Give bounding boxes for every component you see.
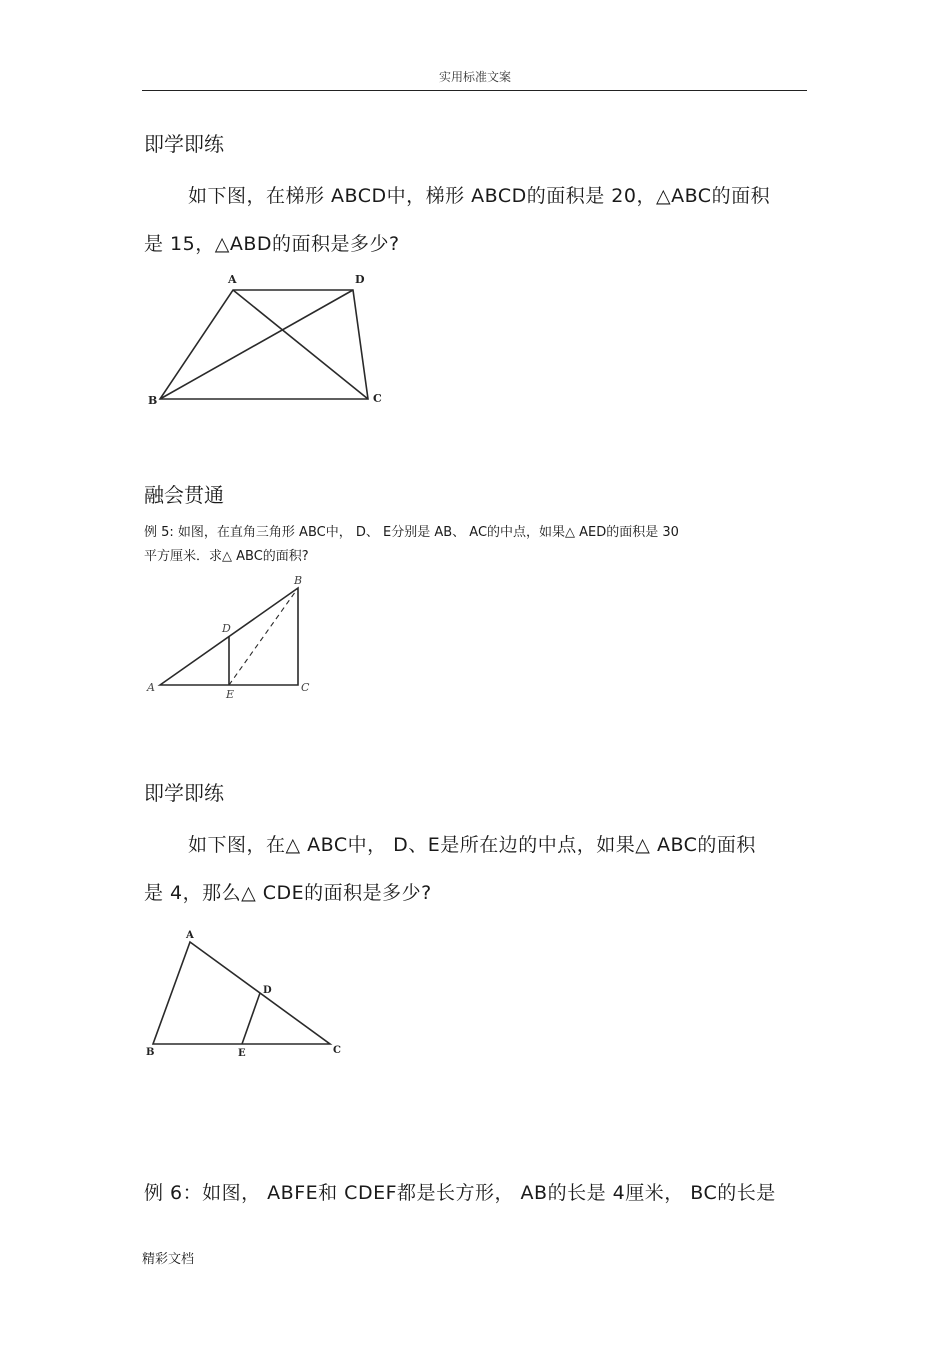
trapezoid-outline: [160, 290, 368, 399]
trapezoid-figure: [140, 266, 390, 416]
vertex-label-b: B: [294, 574, 303, 587]
vertex-label-a: A: [186, 930, 194, 941]
vertex-label-d: D: [263, 985, 272, 996]
section2-heading: 融会贯通: [144, 483, 224, 507]
vertex-label-c: C: [301, 681, 310, 694]
section3-heading: 即学即练: [144, 781, 224, 805]
diagonal-ac: [233, 290, 368, 399]
vertex-label-a: A: [228, 273, 237, 286]
vertex-label-c: C: [373, 392, 382, 405]
section3-problem-line2: 是 4，那么△ CDE的面积是多少?: [144, 882, 432, 904]
triangle-midpoints-figure: [140, 925, 355, 1065]
vertex-label-c: C: [333, 1045, 341, 1056]
section1-problem-line2: 是 15，△ABD的面积是多少?: [144, 233, 400, 255]
header-divider: [142, 90, 807, 91]
vertex-label-e: E: [238, 1048, 246, 1059]
vertex-label-d: D: [222, 622, 231, 635]
vertex-label-e: E: [226, 688, 235, 701]
page-header: 实用标准文案: [438, 70, 511, 84]
vertex-label-a: A: [147, 681, 155, 694]
vertex-label-b: B: [146, 1047, 155, 1058]
diagonal-bd: [160, 290, 353, 399]
vertex-label-b: B: [148, 394, 158, 407]
triangle-abc-outline: [153, 942, 330, 1044]
right-triangle-figure: [140, 570, 340, 705]
section3-problem-line1: 如下图，在△ ABC中， D、E是所在边的中点，如果△ ABC的面积: [188, 834, 756, 856]
example5-line1: 例 5: 如图，在直角三角形 ABC中， D、 E分别是 AB、 AC的中点，如果△ AED的面积是 30: [144, 525, 679, 540]
section1-problem-line1: 如下图，在梯形 ABCD中，梯形 ABCD的面积是 20，△ABC的面积: [188, 185, 771, 207]
dashed-segment-eb: [229, 588, 298, 685]
example5-line2: 平方厘米．求△ ABC的面积?: [144, 549, 309, 564]
page-footer: 精彩文档: [142, 1252, 195, 1267]
section1-heading: 即学即练: [144, 132, 224, 156]
example6-line1: 例 6：如图， ABFE和 CDEF都是长方形， AB的长是 4厘米， BC的长是: [144, 1182, 776, 1204]
segment-de: [242, 993, 260, 1044]
vertex-label-d: D: [355, 273, 365, 286]
